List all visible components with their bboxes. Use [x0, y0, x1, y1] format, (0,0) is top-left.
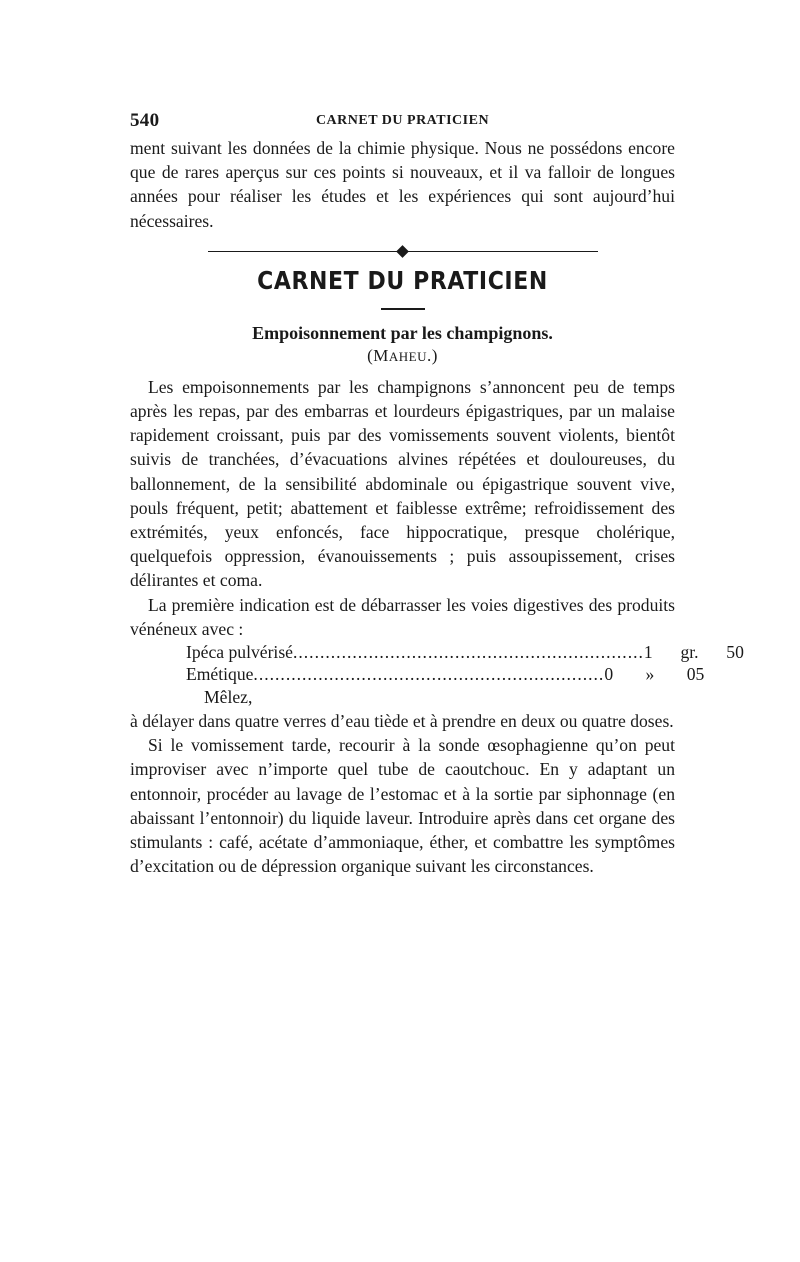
- recipe-qty-b: 50: [726, 642, 744, 663]
- author-open: (M: [367, 345, 389, 365]
- book-page: [130, 108, 744, 878]
- recipe-row: [186, 663, 705, 685]
- recipe-quantity: [604, 663, 704, 685]
- paragraph-symptoms: Les empoisonnements par les champignons s’annoncent peu de temps après les repas, par des embarras et lourdeurs épigastriques, par un malaise rapidement croissant, puis par des vomissements souvent violents, bientôt suivis de tranchées, d’évacuations alvines répétées et douloureuses, du ballonnement, de la sensibilité abdominale ou épigastrique souvent vive, pouls fréquent, petit; abattement et faiblesse extrême; refroidissement des extrémités, yeux enfoncés, face hippocratique, presque cholérique, quelquefois oppression, évanouissements ; puis assoupissement, crises délirantes et coma.: [130, 376, 675, 591]
- paragraph-treatment: Si le vomissement tarde, recourir à la sonde œsophagienne qu’on peut improviser avec n’importe quel tube de caoutchouc. En y adaptant un entonnoir, procéder au lavage de l’estomac et à la sortie par siphonnage (en abaissant l’entonnoir) du liquide laveur. Introduire après dans cet organe des stimulants : café, acétate d’ammoniaque, éther, et combattre les symptômes d’excitation ou de dépression organique suivant les circonstances.: [130, 735, 675, 877]
- article-title: Empoisonnement par les champignons.: [252, 322, 553, 343]
- article-body: [130, 375, 744, 879]
- author-close: .): [426, 345, 438, 365]
- recipe-unit: gr.: [680, 642, 699, 663]
- recipe-leader-dots: .................................................................: [253, 664, 605, 685]
- running-head: [130, 108, 675, 136]
- recipe-leader-dots: .................................................................: [292, 642, 644, 663]
- recipe-row: [186, 641, 744, 663]
- running-title: CARNET DU PRATICIEN: [315, 113, 490, 128]
- recipe-quantity: [644, 641, 744, 663]
- recipe-qty-b: 05: [686, 664, 705, 685]
- recipe-ingredient: Emétique: [186, 664, 254, 685]
- ornament-divider: [208, 247, 598, 257]
- paragraph-dosage: à délayer dans quatre verres d’eau tiède et à prendre en deux ou quatre doses.: [130, 711, 674, 732]
- intro-paragraph: ment suivant les données de la chimie physique. Nous ne possédons encore que de rares aperçus sur ces points si nouveaux, et il va falloir de longues années pour réaliser les études et les expériences qui sont aujourd’hui nécessaires.: [130, 138, 675, 231]
- page-number: 540: [130, 110, 160, 131]
- recipe-instruction: Mêlez,: [204, 687, 253, 708]
- section-title: CARNET DU PRATICIEN: [257, 267, 548, 296]
- recipe: [186, 641, 744, 685]
- article-author: [130, 344, 675, 369]
- recipe-qty-a: 0: [604, 664, 614, 685]
- recipe-ingredient: Ipéca pulvérisé: [186, 642, 293, 663]
- author-smallcaps: AHEU: [388, 348, 427, 364]
- recipe-unit: »: [645, 664, 655, 685]
- diamond-icon: [396, 245, 409, 258]
- recipe-qty-a: 1: [643, 642, 653, 663]
- short-rule: [381, 308, 425, 310]
- paragraph-indication: La première indication est de débarrasser les voies digestives des produits vénéneux avec :: [130, 594, 675, 639]
